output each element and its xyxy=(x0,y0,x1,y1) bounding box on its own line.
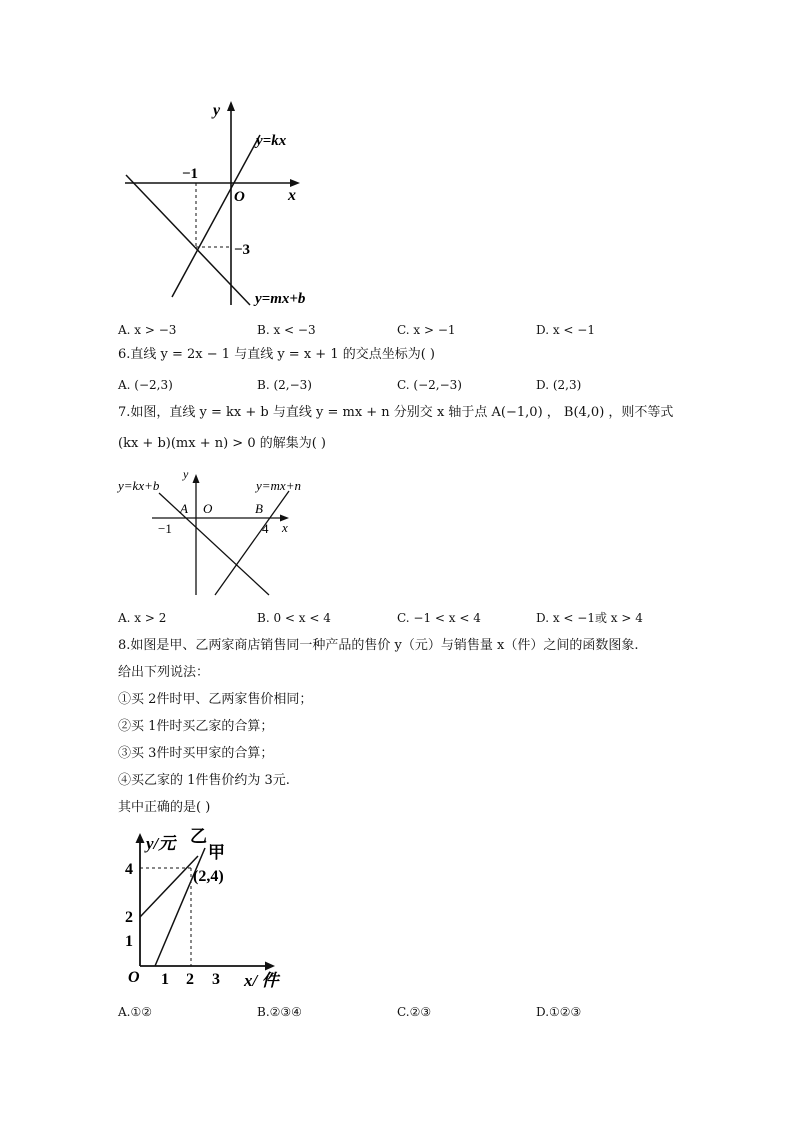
line-yi-label: 乙 xyxy=(190,827,207,846)
y-axis-arrow xyxy=(136,833,145,843)
y-tick-4: 4 xyxy=(125,861,133,878)
origin-label: O xyxy=(234,189,245,205)
q7-option-a[interactable]: A. x > 2 xyxy=(118,611,167,625)
point-a-label: A xyxy=(180,501,188,516)
figure-q8 xyxy=(110,822,310,1000)
x-axis-label: x xyxy=(282,520,288,535)
line2-label: y=mx+b xyxy=(255,291,306,307)
q8-option-b[interactable]: B.②③④ xyxy=(257,1005,302,1019)
x-axis-arrow xyxy=(265,962,275,971)
q5-option-d[interactable]: D. x < −1 xyxy=(536,323,595,337)
origin-label: O xyxy=(203,501,213,516)
q8-question: 其中正确的是( ) xyxy=(118,800,211,815)
q6-option-a[interactable]: A. (−2,3) xyxy=(118,378,173,392)
q8-stem: 8.如图是甲、乙两家商店销售同一种产品的售价 y（元）与销售量 x（件）之间的函数图象. xyxy=(118,638,639,653)
line-jia xyxy=(155,848,205,966)
line-y-kx-b xyxy=(159,493,269,595)
q5-option-c[interactable]: C. x > −1 xyxy=(397,323,456,337)
q7-option-b[interactable]: B. 0 < x < 4 xyxy=(257,611,331,625)
q8-statement-4: ④买乙家的 1件售价约为 3元. xyxy=(118,773,290,788)
y-tick-1: 1 xyxy=(125,933,133,950)
q8-statement-3: ③买 3件时买甲家的合算； xyxy=(118,746,274,761)
figure-q5 xyxy=(110,95,350,315)
origin-label: O xyxy=(128,969,140,986)
q7-option-c[interactable]: C. −1 < x < 4 xyxy=(397,611,481,625)
y-axis-arrow xyxy=(227,101,235,111)
x-axis-label: x xyxy=(288,187,296,204)
y-tick-2: 2 xyxy=(125,909,133,926)
q6-option-c[interactable]: C. (−2,−3) xyxy=(397,378,462,392)
y-axis-label: y xyxy=(183,467,189,481)
q8-statement-2: ②买 1件时买乙家的合算； xyxy=(118,719,274,734)
line2-label: y=mx+n xyxy=(256,478,301,493)
tick-label-x: −1 xyxy=(182,166,199,182)
tick-label-a: −1 xyxy=(158,521,172,536)
q7-option-d[interactable]: D. x < −1或 x > 4 xyxy=(536,611,643,625)
q8-option-a[interactable]: A.①② xyxy=(118,1005,152,1019)
tick-label-y: −3 xyxy=(234,242,251,258)
q8-option-c[interactable]: C.②③ xyxy=(397,1005,432,1019)
line1-label: y=kx+b xyxy=(118,478,160,493)
point-label: (2,4) xyxy=(193,868,224,885)
q7-stem-line1: 7.如图，直线 y = kx + b 与直线 y = mx + n 分别交 x 轴于点 A(−1,0) ， B(4,0) ，则不等式 xyxy=(118,405,674,420)
x-tick-3: 3 xyxy=(212,971,220,988)
figure-q7 xyxy=(112,463,322,603)
q8-intro: 给出下列说法： xyxy=(118,665,210,680)
q7-stem-line2: (kx + b)(mx + n) > 0 的解集为( ) xyxy=(118,436,327,451)
y-axis-arrow xyxy=(193,474,200,483)
x-tick-2: 2 xyxy=(186,971,194,988)
tick-label-b: 4 xyxy=(262,521,269,536)
x-tick-1: 1 xyxy=(161,971,169,988)
y-axis-label: y xyxy=(213,102,221,119)
q6-option-d[interactable]: D. (2,3) xyxy=(536,378,582,392)
q8-option-d[interactable]: D.①②③ xyxy=(536,1005,582,1019)
line-jia-label: 甲 xyxy=(208,843,225,862)
line-y-kx xyxy=(172,135,260,297)
y-axis-label: y/元 xyxy=(146,834,176,853)
q6-stem: 6.直线 y = 2x − 1 与直线 y = x + 1 的交点坐标为( ) xyxy=(118,347,436,362)
x-axis-arrow xyxy=(290,179,300,187)
line1-label: y=kx xyxy=(256,133,287,149)
q6-option-b[interactable]: B. (2,−3) xyxy=(257,378,312,392)
q5-option-b[interactable]: B. x < −3 xyxy=(257,323,316,337)
q8-statement-1: ①买 2件时甲、乙两家售价相同； xyxy=(118,692,313,707)
point-b-label: B xyxy=(255,501,263,516)
x-axis-label: x/ 件 xyxy=(244,971,279,990)
q5-option-a[interactable]: A. x > −3 xyxy=(118,323,177,337)
